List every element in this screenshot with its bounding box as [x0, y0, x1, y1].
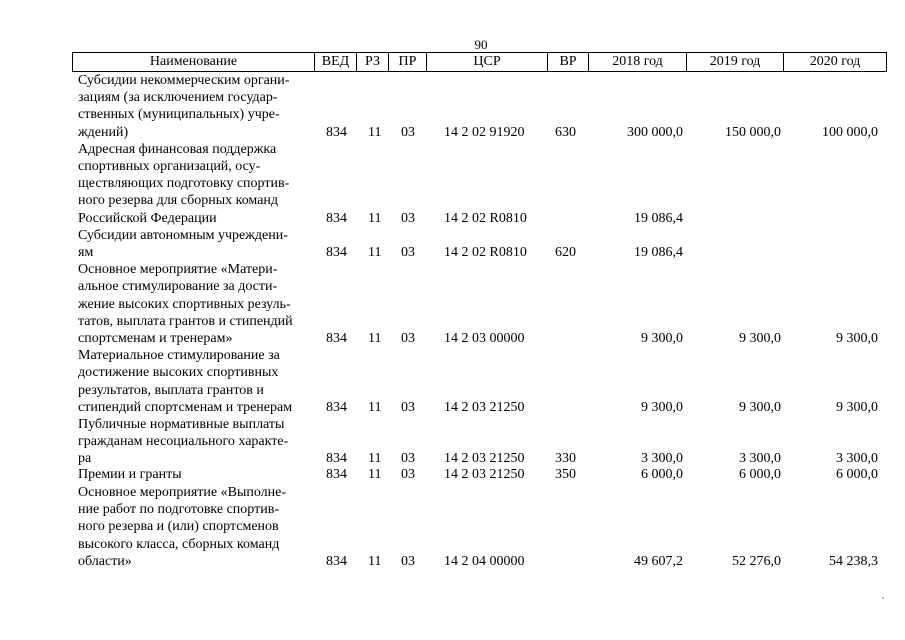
- row-value-2019: 6 000,0: [739, 467, 781, 482]
- row-name: [78, 484, 314, 570]
- row-name-line: ного резерва для сборных команд: [78, 193, 279, 209]
- row-name-line: зациям (за исключением государ-: [78, 90, 278, 106]
- row-csr: 14 2 02 R0810: [444, 244, 527, 260]
- row-name-line: Публичные нормативные выплаты: [78, 417, 285, 432]
- row-rz: 11: [368, 330, 382, 346]
- row-name: [78, 416, 314, 468]
- row-ved: 834: [326, 210, 347, 226]
- row-rz: 11: [368, 244, 382, 260]
- row-csr: 14 2 03 00000: [444, 330, 525, 346]
- row-name-line: Основное мероприятие «Матери-: [78, 262, 278, 278]
- row-value-2020: 100 000,0: [822, 124, 878, 140]
- row-vr: 330: [555, 451, 576, 467]
- row-name-line: ждений): [78, 124, 129, 140]
- page-number: 90: [474, 37, 488, 52]
- row-value-2020: 9 300,0: [836, 330, 878, 346]
- row-name-line: спортсменам и тренерам»: [78, 331, 233, 346]
- row-name: [78, 466, 314, 483]
- row-pr: 03: [401, 330, 415, 346]
- row-pr: 03: [401, 124, 415, 140]
- row-name-line: Субсидии автономным учреждени-: [78, 227, 288, 243]
- row-name-line: ного резерва и (или) спортсменов: [78, 519, 279, 535]
- row-rz: 11: [368, 399, 382, 415]
- column-header-2019: 2019 год: [686, 53, 783, 71]
- column-header-csr: ЦСР: [426, 53, 547, 71]
- column-header-2018: 2018 год: [588, 53, 686, 71]
- row-name-line: ственных (муниципальных) учре-: [78, 107, 280, 123]
- row-rz: 11: [368, 553, 382, 569]
- row-name: [78, 347, 314, 416]
- row-name-line: альное стимулирование за дости-: [78, 279, 278, 295]
- row-pr: 03: [401, 553, 415, 569]
- row-name-line: ние работ по подготовке спортив-: [78, 502, 279, 518]
- row-value-2020: 3 300,0: [836, 451, 878, 467]
- row-name-line: Российской Федерации: [78, 210, 217, 226]
- row-name: [78, 141, 314, 227]
- row-value-2018: 300 000,0: [627, 124, 683, 140]
- row-name-line: ра: [78, 451, 92, 467]
- row-value-2018: 3 300,0: [641, 451, 683, 467]
- row-name-line: Субсидии некоммерческим органи-: [78, 73, 290, 88]
- row-csr: 14 2 02 91920: [444, 124, 525, 140]
- row-name: [78, 261, 314, 347]
- row-value-2020: 6 000,0: [836, 467, 878, 482]
- row-value-2018: 49 607,2: [634, 553, 683, 569]
- row-ved: 834: [326, 330, 347, 346]
- column-header-name: Наименование: [72, 53, 314, 71]
- row-value-2019: 9 300,0: [739, 399, 781, 415]
- table-header: [72, 52, 887, 72]
- row-name-line: Материальное стимулирование за: [78, 348, 280, 364]
- column-header-ved: ВЕД: [314, 53, 356, 71]
- row-name-line: татов, выплата грантов и стипендий: [78, 313, 293, 329]
- row-name-line: Адресная финансовая поддержка: [78, 141, 277, 157]
- row-rz: 11: [368, 467, 382, 482]
- row-name-line: ществляющих подготовку спортив-: [78, 176, 290, 192]
- row-name-line: жение высоких спортивных резуль-: [78, 296, 291, 312]
- row-name-line: гражданам несоциального характе-: [78, 434, 289, 450]
- row-pr: 03: [401, 210, 415, 226]
- row-ved: 834: [326, 244, 347, 260]
- row-vr: 620: [555, 244, 576, 260]
- column-header-vr: ВР: [547, 53, 588, 71]
- row-value-2018: 9 300,0: [641, 399, 683, 415]
- row-rz: 11: [368, 124, 382, 140]
- row-name-line: стипендий спортсменам и тренерам: [78, 399, 293, 415]
- row-pr: 03: [401, 244, 415, 260]
- row-value-2020: 9 300,0: [836, 399, 878, 415]
- row-csr: 14 2 03 21250: [444, 467, 525, 482]
- row-csr: 14 2 03 21250: [444, 399, 525, 415]
- row-ved: 834: [326, 124, 347, 140]
- column-header-pr: ПР: [388, 53, 426, 71]
- row-name-line: результатов, выплата грантов и: [78, 382, 264, 398]
- row-name-line: Премии и гранты: [78, 467, 182, 482]
- row-vr: 630: [555, 124, 576, 140]
- row-name-line: спортивных организаций, осу-: [78, 159, 261, 174]
- row-ved: 834: [326, 553, 347, 569]
- row-value-2018: 9 300,0: [641, 330, 683, 346]
- row-value-2019: 150 000,0: [725, 124, 781, 140]
- row-ved: 834: [326, 399, 347, 415]
- row-value-2019: 3 300,0: [739, 451, 781, 467]
- row-pr: 03: [401, 399, 415, 415]
- row-name: [78, 227, 314, 261]
- row-name: [78, 72, 314, 141]
- column-header-2020: 2020 год: [783, 53, 887, 71]
- row-csr: 14 2 02 R0810: [444, 210, 527, 226]
- row-rz: 11: [368, 451, 382, 467]
- row-name-line: достижение высоких спортивных: [78, 365, 279, 381]
- row-value-2019: 52 276,0: [732, 553, 781, 569]
- row-rz: 11: [368, 210, 382, 226]
- row-value-2018: 19 086,4: [634, 210, 683, 226]
- row-name-line: области»: [78, 553, 132, 569]
- scan-speck: [882, 597, 884, 599]
- row-csr: 14 2 03 21250: [444, 451, 525, 467]
- row-pr: 03: [401, 467, 415, 482]
- row-value-2018: 19 086,4: [634, 244, 683, 260]
- row-ved: 834: [326, 467, 347, 482]
- row-name-line: Основное мероприятие «Выполне-: [78, 485, 287, 500]
- row-csr: 14 2 04 00000: [444, 553, 525, 569]
- row-value-2020: 54 238,3: [829, 553, 878, 569]
- column-header-rz: РЗ: [356, 53, 388, 71]
- row-vr: 350: [555, 467, 576, 482]
- row-name-line: ям: [78, 245, 94, 260]
- row-ved: 834: [326, 451, 347, 467]
- row-value-2018: 6 000,0: [641, 467, 683, 482]
- row-pr: 03: [401, 451, 415, 467]
- row-value-2019: 9 300,0: [739, 330, 781, 346]
- row-name-line: высокого класса, сборных команд: [78, 536, 280, 552]
